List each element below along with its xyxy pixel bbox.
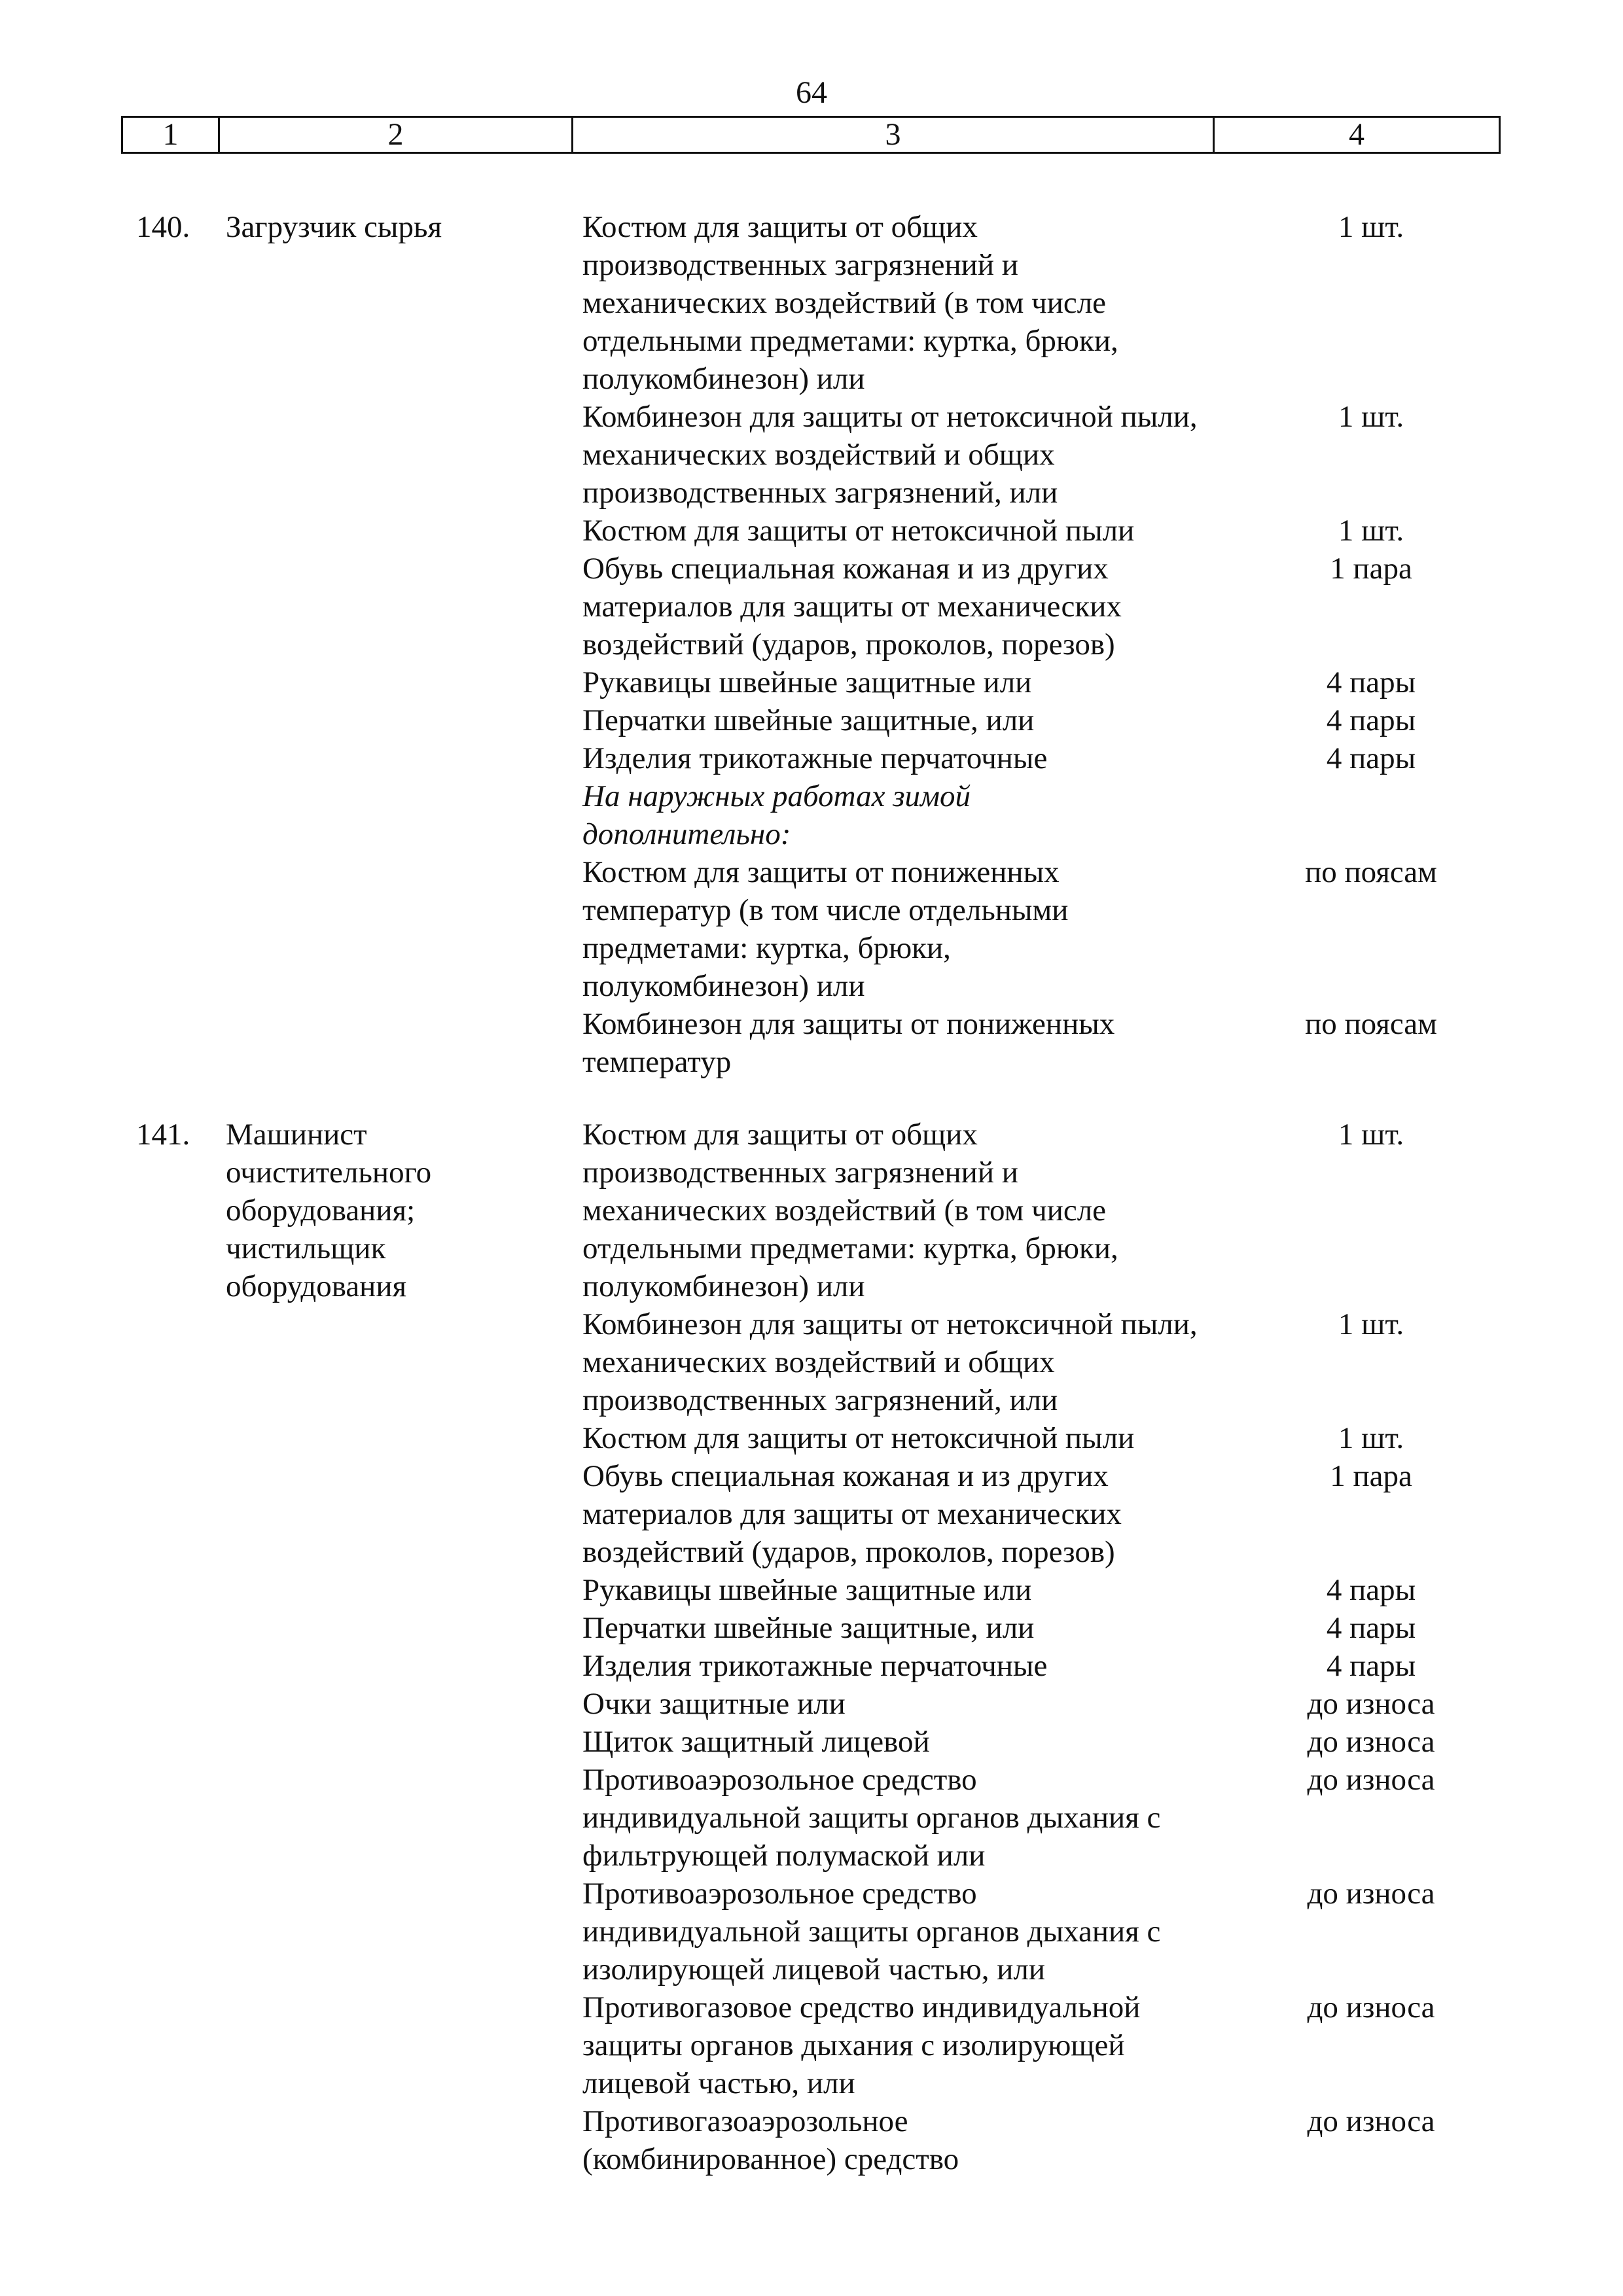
ppe-item bbox=[0, 1305, 1623, 1419]
ppe-item-name: Костюм для защиты от пониженных температур (в том числе отдельными предметами: куртка, брюки, полукомбинезон) или bbox=[582, 855, 1069, 1003]
ppe-item bbox=[0, 550, 1623, 663]
ppe-item-quantity: до износа bbox=[1307, 1687, 1435, 1721]
ppe-item-name: Рукавицы швейные защитные или bbox=[582, 665, 1032, 699]
ppe-item-name: Противогазоаэрозольное (комбинированное) средство bbox=[582, 2104, 959, 2176]
ppe-item bbox=[0, 1116, 1623, 1305]
profession-name: Машинист очистительного оборудования; чистильщик оборудования bbox=[226, 1118, 432, 1303]
ppe-item bbox=[0, 2102, 1623, 2178]
ppe-item-list bbox=[0, 208, 1623, 1081]
ppe-item-quantity: 1 шт. bbox=[1338, 1421, 1404, 1455]
ppe-item-name: Противогазовое средство индивидуальной защиты органов дыхания с изолирующей лицевой частью, или bbox=[582, 1990, 1141, 2100]
ppe-item-name: Костюм для защиты от общих производственных загрязнений и механических воздействий (в том числе отдельными предметами: куртка, брюки, полукомбинезон) или bbox=[582, 210, 1118, 396]
ppe-item-name: Костюм для защиты от нетоксичной пыли bbox=[582, 1421, 1135, 1455]
ppe-item-quantity: до износа bbox=[1307, 1725, 1435, 1759]
ppe-item-quantity: до износа bbox=[1307, 2104, 1435, 2138]
ppe-item bbox=[0, 1647, 1623, 1685]
column-header-2: 2 bbox=[220, 118, 573, 152]
ppe-item bbox=[0, 1761, 1623, 1875]
ppe-item-quantity: 4 пары bbox=[1326, 1573, 1416, 1607]
ppe-item-quantity: по поясам bbox=[1305, 1007, 1437, 1041]
ppe-item-name: Очки защитные или bbox=[582, 1687, 846, 1721]
ppe-item-name: Обувь специальная кожаная и из других материалов для защиты от механических воздействий (ударов, проколов, порезов) bbox=[582, 552, 1122, 662]
ppe-item-name: Перчатки швейные защитные, или bbox=[582, 1611, 1035, 1645]
ppe-item bbox=[0, 1875, 1623, 1988]
ppe-item-quantity: до износа bbox=[1307, 1763, 1435, 1797]
ppe-item bbox=[0, 208, 1623, 398]
ppe-item-name: Изделия трикотажные перчаточные bbox=[582, 741, 1048, 775]
ppe-item bbox=[0, 1723, 1623, 1761]
ppe-item bbox=[0, 663, 1623, 701]
ppe-item-quantity: 1 шт. bbox=[1338, 514, 1404, 548]
ppe-item-name: Противоаэрозольное средство индивидуальной защиты органов дыхания с фильтрующей полумаской или bbox=[582, 1763, 1161, 1873]
ppe-item bbox=[0, 512, 1623, 550]
ppe-item bbox=[0, 1609, 1623, 1647]
ppe-item-name: Рукавицы швейные защитные или bbox=[582, 1573, 1032, 1607]
ppe-item-quantity: 1 шт. bbox=[1338, 1307, 1404, 1341]
ppe-item-quantity: 1 пара bbox=[1330, 1459, 1412, 1493]
ppe-item-quantity: до износа bbox=[1307, 1877, 1435, 1911]
ppe-item-quantity: 4 пары bbox=[1326, 703, 1416, 737]
column-header-4: 4 bbox=[1349, 117, 1364, 152]
ppe-item-name: Обувь специальная кожаная и из других материалов для защиты от механических воздействий (ударов, проколов, порезов) bbox=[582, 1459, 1122, 1569]
column-header-1: 1 bbox=[123, 118, 220, 152]
ppe-item bbox=[0, 701, 1623, 739]
ppe-item-name: Комбинезон для защиты от нетоксичной пыли, механических воздействий и общих производственных загрязнений, или bbox=[582, 1307, 1198, 1417]
ppe-item-name: Щиток защитный лицевой bbox=[582, 1725, 930, 1759]
ppe-item bbox=[0, 1685, 1623, 1723]
ppe-item bbox=[0, 1005, 1623, 1081]
page-number: 64 bbox=[796, 75, 827, 110]
ppe-section-note-text: На наружных работах зимой дополнительно: bbox=[582, 779, 971, 851]
ppe-item-name: Изделия трикотажные перчаточные bbox=[582, 1649, 1048, 1683]
ppe-item-quantity: 1 шт. bbox=[1338, 210, 1404, 244]
ppe-item-quantity: 4 пары bbox=[1326, 1649, 1416, 1683]
ppe-section-note bbox=[0, 777, 1623, 853]
ppe-item-quantity: 4 пары bbox=[1326, 1611, 1416, 1645]
ppe-item bbox=[0, 739, 1623, 777]
ppe-item-quantity: 4 пары bbox=[1326, 741, 1416, 775]
ppe-item-quantity: до износа bbox=[1307, 1990, 1435, 2024]
profession-name: Загрузчик сырья bbox=[226, 210, 442, 244]
ppe-item-name: Костюм для защиты от нетоксичной пыли bbox=[582, 514, 1135, 548]
ppe-item bbox=[0, 1571, 1623, 1609]
column-header-row bbox=[121, 116, 1501, 154]
ppe-item bbox=[0, 853, 1623, 1005]
ppe-item-name: Комбинезон для защиты от пониженных температур bbox=[582, 1007, 1115, 1079]
ppe-item-quantity: по поясам bbox=[1305, 855, 1437, 889]
entry-number: 141. bbox=[136, 1118, 190, 1152]
ppe-item-name: Костюм для защиты от общих производственных загрязнений и механических воздействий (в том числе отдельными предметами: куртка, брюки, полукомбинезон) или bbox=[582, 1118, 1118, 1303]
ppe-item-quantity: 1 шт. bbox=[1338, 400, 1404, 434]
column-header-3: 3 bbox=[573, 118, 1215, 152]
ppe-item bbox=[0, 1419, 1623, 1457]
ppe-item-quantity: 1 шт. bbox=[1338, 1118, 1404, 1152]
ppe-item bbox=[0, 1457, 1623, 1571]
entry-number: 140. bbox=[136, 210, 190, 244]
ppe-item-name: Комбинезон для защиты от нетоксичной пыли, механических воздействий и общих производственных загрязнений, или bbox=[582, 400, 1198, 510]
ppe-item bbox=[0, 1988, 1623, 2102]
ppe-item bbox=[0, 398, 1623, 512]
ppe-item-list bbox=[0, 1116, 1623, 2178]
ppe-item-name: Противоаэрозольное средство индивидуальной защиты органов дыхания с изолирующей лицевой частью, или bbox=[582, 1877, 1161, 1987]
ppe-item-quantity: 4 пары bbox=[1326, 665, 1416, 699]
ppe-item-name: Перчатки швейные защитные, или bbox=[582, 703, 1035, 737]
ppe-item-quantity: 1 пара bbox=[1330, 552, 1412, 586]
